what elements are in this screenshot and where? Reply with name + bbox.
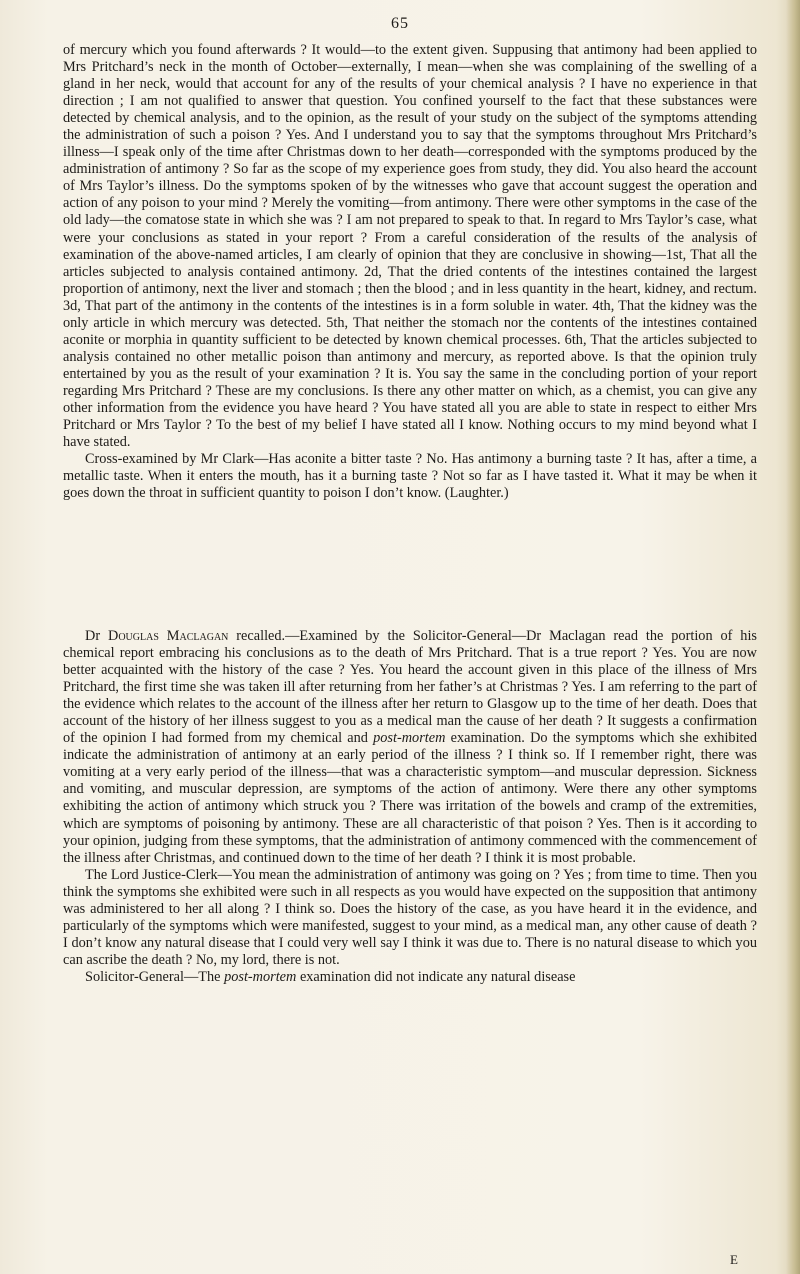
paragraph-maclagan-recalled: [63, 628, 757, 867]
paragraph-cross-examination: Cross-examined by Mr Clark—Has aconite a bitter taste ? No. Has antimony a burning taste ? It has, after a time, a metallic taste. When it enters the mouth, has it a burning taste ? Not so far as I have tasted it. What it may be when it goes down the throat in sufficient quantity to poison I don’t know. (Laughter.): [63, 451, 757, 502]
paragraph-lord-justice-clerk: The Lord Justice-Clerk—You mean the administration of antimony was going on ? Yes ; from time to time. Then you think the symptoms she exhibited were such in all respects as you would have expected on the supposition that antimony was administered to her all along ? I think so. Does the history of the case, as you have heard it in the evidence, and particularly of the symptoms which were manifested, suggest to your mind, as a medical man, any other cause of death ? I don’t know any natural disease that I could very well say I think it was due to. There is no natural disease to which you can ascribe the death ? No, my lord, there is not.: [63, 866, 757, 968]
page-number: 65: [391, 15, 409, 32]
witness-prefix: Dr: [85, 628, 108, 644]
post-mortem-term-2: post-mortem: [224, 968, 297, 985]
paragraph-maclagan-body-cont: examination. Do the symptoms which she exhibited indicate the administration of antimony at an early period of the illness ? I think so. If I remember right, there was vomiting at a very early period of the illness—that was a characteristic symptom—and muscular depression. Sickness and vomiting, and muscular depression, are symptoms of the action of antimony. Were there any other symptoms exhibiting the action of antimony which struck you ? There was irritation of the bowels and cramp of the extremities, which are symptoms of poisoning by antimony. These are all characteristic of that poison ? Yes. Then is it according to your opinion, judging from these symptoms, that the administration of antimony commenced with the commencement of the illness after Christmas, and continued down to the time of her death ? I think it is most probable.: [63, 730, 758, 866]
testimony-block-maclagan: [63, 628, 757, 986]
solicitor-general-lead: Solicitor-General—The: [85, 968, 221, 985]
paragraph-maclagan-body: read the portion of his chemical report embracing his conclusions as to the death of Mrs Pritchard. That is a true report ? Yes. You are now better acquainted with the history of the case ? Yes. You heard the account given in this place of the illness of Mrs Pritchard, the first time she was taken ill after returning from her father’s at Christmas ? Yes. I am referring to the part of the evidence which relates to the account of the illness after her return to Glasgow up to the time of her death. Does that account of the history of her illness suggest to you as a medical man the cause of her death ? It suggests a confirmation of the opinion I had formed from my chemical and: [63, 628, 757, 747]
post-mortem-term: post-mortem: [373, 730, 446, 747]
paragraph-solicitor-general: [63, 969, 757, 986]
witness-name: Douglas Maclagan: [108, 628, 229, 644]
solicitor-general-tail: examination did not indicate any natural disease: [299, 968, 576, 985]
paragraph-direct-examination: of mercury which you found afterwards ? It would—to the extent given. Suppusing that antimony had been applied to Mrs Pritchard’s neck in the month of October—externally, I mean—when she was complaining of the swelling of a gland in her neck, would that account for any of the results of your chemical analysis ? I have no experience in that direction ; I am not qualified to answer that question. You confined yourself to the fact that these substances were detected by chemical analysis, and to the opinion, as the result of your study on the subject of the symptoms attending the administration of such a poison ? Yes. And I understand you to say that the symptoms throughout Mrs Pritchard’s illness—I speak only of the time after Christmas down to her death—corresponded with the symptoms produced by the administration of antimony ? So far as the scope of my experience goes from study, they did. You also heard the account of Mrs Taylor’s illness. Do the symptoms spoken of by the witnesses who gave that account suggest the operation and action of any poison to your mind ? Merely the vomiting—from antimony. There were other symptoms in the case of the old lady—the comatose state in which she was ? I am not prepared to speak to that. In regard to Mrs Taylor’s case, what were your conclusions as stated in your report ? From a careful consideration of the results of the analysis of examination of the above-named articles, I am clearly of opinion that they are conclusive in showing—1st, That all the articles subjected to analysis contained antimony. 2d, That the dried contents of the intestines contained the largest proportion of antimony, next the liver and stomach ; then the blood ; and in less quantity in the heart, kidney, and rectum. 3d, That part of the antimony in the contents of the intestines is in a form soluble in water. 4th, That the kidney was the only article in which mercury was detected. 5th, That neither the stomach nor the contents of the intestines contained aconite or morphia in quantity sufficient to be detected by known chemical processes. 6th, That the articles subjected to analysis contained no other metallic poison than antimony and mercury, as reported above. Is that the opinion truly entertained by you as the result of your examination ? It is. You say the same in the concluding portion of your report regarding Mrs Pritchard ? These are my conclusions. Is there any other matter on which, as a chemist, you can give any other information from the evidence you have heard ? You have stated all you are able to state in respect to either Mrs Pritchard or Mrs Taylor ? To the best of my belief I have stated all I know. Nothing occurs to my mind beyond what I have stated.: [63, 42, 757, 451]
testimony-block-chemist: [63, 42, 757, 502]
signature-mark: E: [730, 1252, 738, 1267]
page-edge: [786, 0, 800, 1274]
witness-recalled-text: recalled.—Examined by the Solicitor-General—Dr Maclagan: [228, 628, 606, 644]
